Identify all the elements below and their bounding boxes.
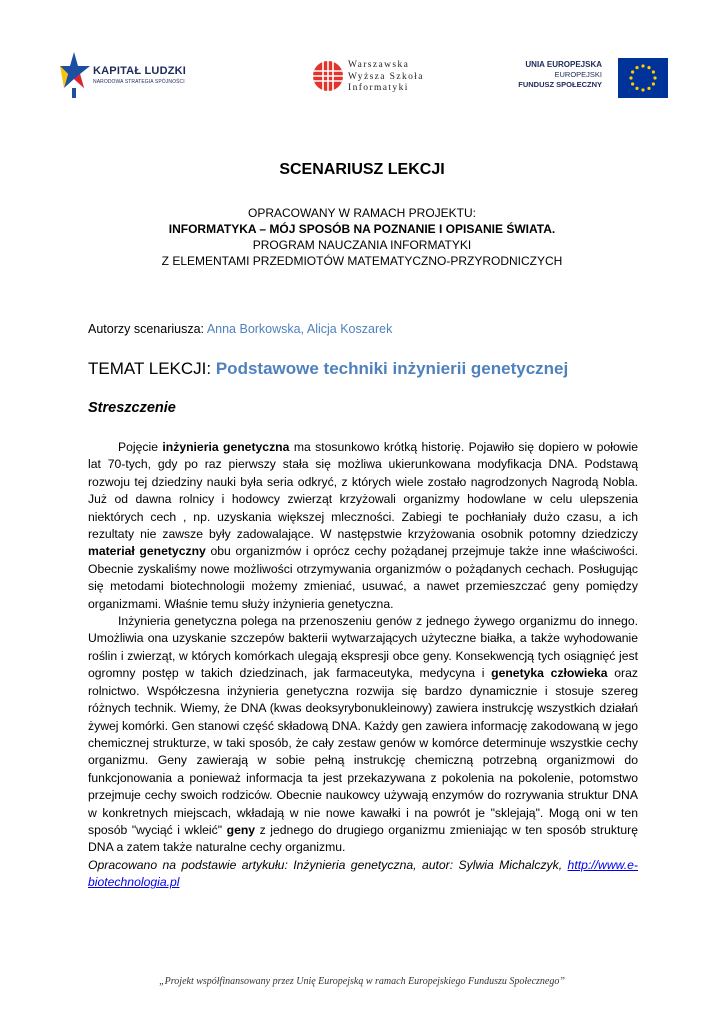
- kapital-ludzki-star-icon: [60, 52, 90, 98]
- wwsi-emblem-icon: [312, 60, 344, 92]
- kapital-ludzki-logo: [60, 52, 220, 100]
- page-title: SCENARIUSZ LEKCJI: [279, 161, 445, 178]
- p1-bold-1: inżynieria genetyczna: [162, 440, 290, 454]
- p2-bold-1: genetyka człowieka: [491, 666, 608, 681]
- project-line-2: INFORMATYKA – MÓJ SPOSÓB NA POZNANIE I OPISANIE ŚWIATA.: [168, 222, 556, 236]
- summary-heading: Streszczenie: [88, 400, 176, 416]
- eu-line-2: EUROPEJSKI: [554, 70, 602, 79]
- summary-body: [88, 439, 638, 892]
- p2-bold-2: geny: [226, 822, 256, 837]
- eu-logo: [512, 56, 672, 100]
- authors-names: Anna Borkowska, Alicja Koszarek: [206, 322, 393, 336]
- authors-label: Autorzy scenariusza:: [88, 322, 207, 336]
- wwsi-line-1: Warszawska: [348, 60, 410, 70]
- p1-text-2: ma stosunkowo krótką historię. Pojawiło się dopiero w połowie lat 70-tych, gdy po raz pierwszy stała się możliwa ukierunkowana modyfikacja DNA. Podstawą rozwoju tej dziedziny nauki była seria odkryć, z których wiele zostało nagrodzonych Nagrodą Nobla. Już od dawna rolnicy i hodowcy zwierząt krzyżowali organizmy hodowlane w celu ulepszenia niektórych cech , np. uzyskania większej mleczności. Zabiegi te pochłaniały dużo czasu, a ich rezultaty nie zawsze były zadowalające. W następstwie krzyżowania osobnik potomny dziedziczy: [88, 440, 639, 542]
- authors: [88, 322, 392, 336]
- p2-text-1: Inżynieria genetyczna polega na przenoszeniu genów z jednego żywego organizmu do innego. Umożliwia ona uzyskanie szczepów bakterii wytwarzających użyteczne białka, a także wyhodowanie roślin i zwierząt, w których komórkach ulegają ekspresji obce geny. Konsekwencją tych osiągnięć jest ogromny postęp w takich dziedzinach, jak farmaceutyka, medycyna i: [88, 614, 638, 681]
- lesson-topic: [88, 359, 568, 379]
- project-line-3: PROGRAM NAUCZANIA INFORMATYKI: [252, 238, 472, 252]
- source-note: [88, 857, 638, 892]
- kapital-ludzki-subtitle: NARODOWA STRATEGIA SPÓJNOŚCI: [93, 79, 185, 85]
- topic-label: TEMAT LEKCJI:: [88, 359, 216, 378]
- wwsi-line-2: Wyższa Szkoła: [348, 71, 424, 82]
- paragraph-2: [88, 613, 638, 857]
- eu-line-1: UNIA EUROPEJSKA: [525, 60, 602, 69]
- p2-text-3: z jednego do drugiego organizmu zmieniając w ten sposób strukturę DNA a zatem także naturalne cechy organizmu.: [88, 822, 638, 855]
- footer-note: „Projekt współfinansowany przez Unię Europejską w ramach Europejskiego Funduszu Społecznego”: [159, 976, 565, 987]
- source-link[interactable]: http://www.e-biotechnologia.pl: [88, 857, 638, 890]
- wwsi-line-3: Informatyki: [348, 83, 409, 93]
- p2-text-2: oraz rolnictwo. Współczesna inżynieria genetyczna rozwija się bardzo dynamicznie i stosuje szereg różnych technik. Wiemy, że DNA (kwas deoksyrybonukleinowy) zawiera instrukcję wszystkich działań żywej komórki. Gen stanowi część składową DNA. Każdy gen zawiera informację zakodowaną w jego chemicznej strukturze, w taki sposób, że cały zestaw genów w komórce determinuje wszystkie cechy organizmu. Geny zawierają w sobie pełną instrukcję chemiczną potrzebną organizmowi do funkcjonowania a ponieważ informacja ta jest przekazywana z pokolenia na pokolenie, potomstwo przejmuje cechy swoich rodziców. Obecnie naukowcy używają enzymów do rozrywania struktur DNA w konkretnych miejscach, wkładają w nie nowe kawałki i na powrót je "sklejają". Mogą oni w ten sposób "wyciąć i wkleić": [88, 666, 638, 837]
- p1-text-3: obu organizmów i oprócz cechy pożądanej przejmuje także inne właściwości. Obecnie zyskaliśmy nowe możliwości otrzymywania organizmów o pożądanych cechach. Posługując się metodami biotechnologii możemy zmieniać, usuwać, a nawet przemieszczać geny pomiędzy organizmami. Właśnie temu służy inżynieria genetyczna.: [88, 544, 638, 611]
- kapital-ludzki-title: KAPITAŁ LUDZKI: [93, 65, 187, 77]
- source-text: Opracowano na podstawie artykułu: Inżynieria genetyczna, autor: Sylwia Michalczyk,: [88, 857, 568, 872]
- p1-bold-2: materiał genetyczny: [88, 544, 206, 559]
- project-line-1: OPRACOWANY W RAMACH PROJEKTU:: [247, 206, 477, 220]
- eu-line-3: FUNDUSZ SPOŁECZNY: [518, 80, 602, 89]
- topic-title: Podstawowe techniki inżynierii genetycznej: [215, 359, 569, 378]
- project-line-4: Z ELEMENTAMI PRZEDMIOTÓW MATEMATYCZNO-PRZYRODNICZYCH: [161, 254, 563, 268]
- paragraph-1: [88, 439, 638, 613]
- eu-flag-icon: [618, 58, 668, 98]
- p1-text-1: Pojęcie: [118, 440, 163, 454]
- wwsi-logo: [312, 60, 452, 96]
